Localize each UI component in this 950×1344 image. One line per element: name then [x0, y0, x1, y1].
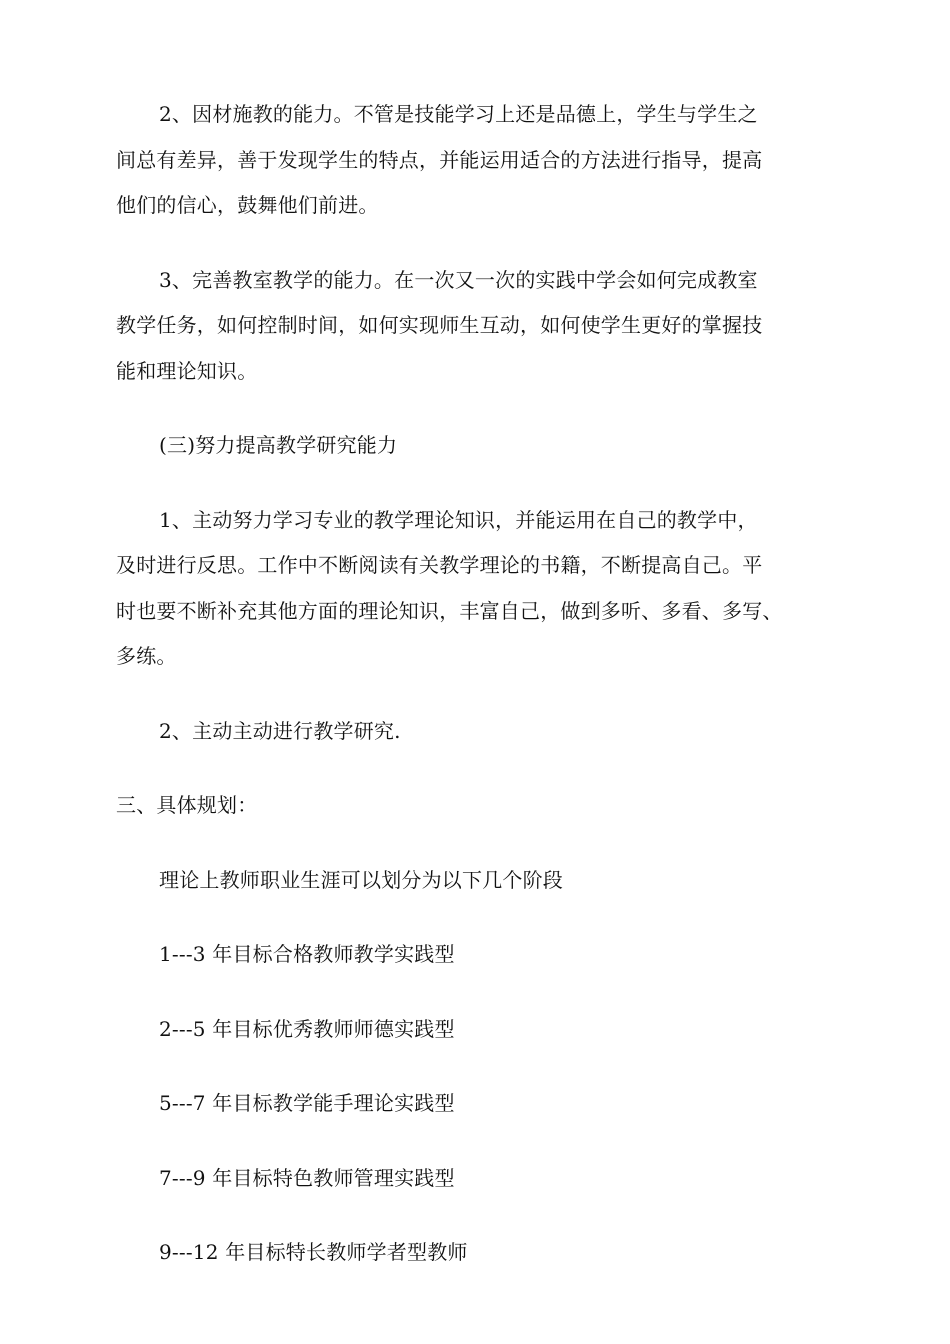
career-stage-item: 5---7 年目标教学能手理论实践型: [159, 1091, 455, 1115]
paragraph-research-2: 2、主动主动进行教学研究.: [159, 718, 401, 743]
text-line: 1、主动努力学习专业的教学理论知识，并能运用在自己的教学中，: [159, 507, 758, 532]
career-stage-item: 1---3 年目标合格教师教学实践型: [159, 942, 455, 966]
text-line: 能和理论知识。: [116, 358, 258, 383]
text-line: 间总有差异，善于发现学生的特点，并能运用适合的方法进行指导，提高: [116, 147, 763, 172]
document-body: [116, 92, 840, 1305]
text-line: 时也要不断补充其他方面的理论知识，丰富自己，做到多听、多看、多写、: [116, 598, 783, 623]
paragraph-teaching-ability-3: [116, 258, 840, 395]
text-line: 2、因材施教的能力。不管是技能学习上还是品德上，学生与学生之: [159, 102, 758, 126]
career-stage-item: 7---9 年目标特色教师管理实践型: [159, 1165, 455, 1190]
text-line: 他们的信心，鼓舞他们前进。: [116, 193, 379, 217]
section-heading-plan: 三、具体规划：: [116, 793, 258, 817]
text-line: 3、完善教室教学的能力。在一次又一次的实践中学会如何完成教室: [159, 267, 758, 292]
paragraph-teaching-ability-2: [116, 92, 840, 229]
subheading-research-ability: (三)努力提高教学研究能力: [159, 433, 398, 457]
text-line: 多练。: [116, 644, 177, 668]
paragraph-career-stages-intro: 理论上教师职业生涯可以划分为以下几个阶段: [159, 867, 563, 892]
text-line: 及时进行反思。工作中不断阅读有关教学理论的书籍，不断提高自己。平: [116, 553, 763, 577]
career-stage-item: 9---12 年目标特长教师学者型教师: [159, 1240, 468, 1264]
career-stage-item: 2---5 年目标优秀教师师德实践型: [159, 1016, 455, 1041]
paragraph-research-1: [116, 498, 840, 680]
text-line: 教学任务，如何控制时间，如何实现师生互动，如何使学生更好的掌握技: [116, 313, 763, 337]
